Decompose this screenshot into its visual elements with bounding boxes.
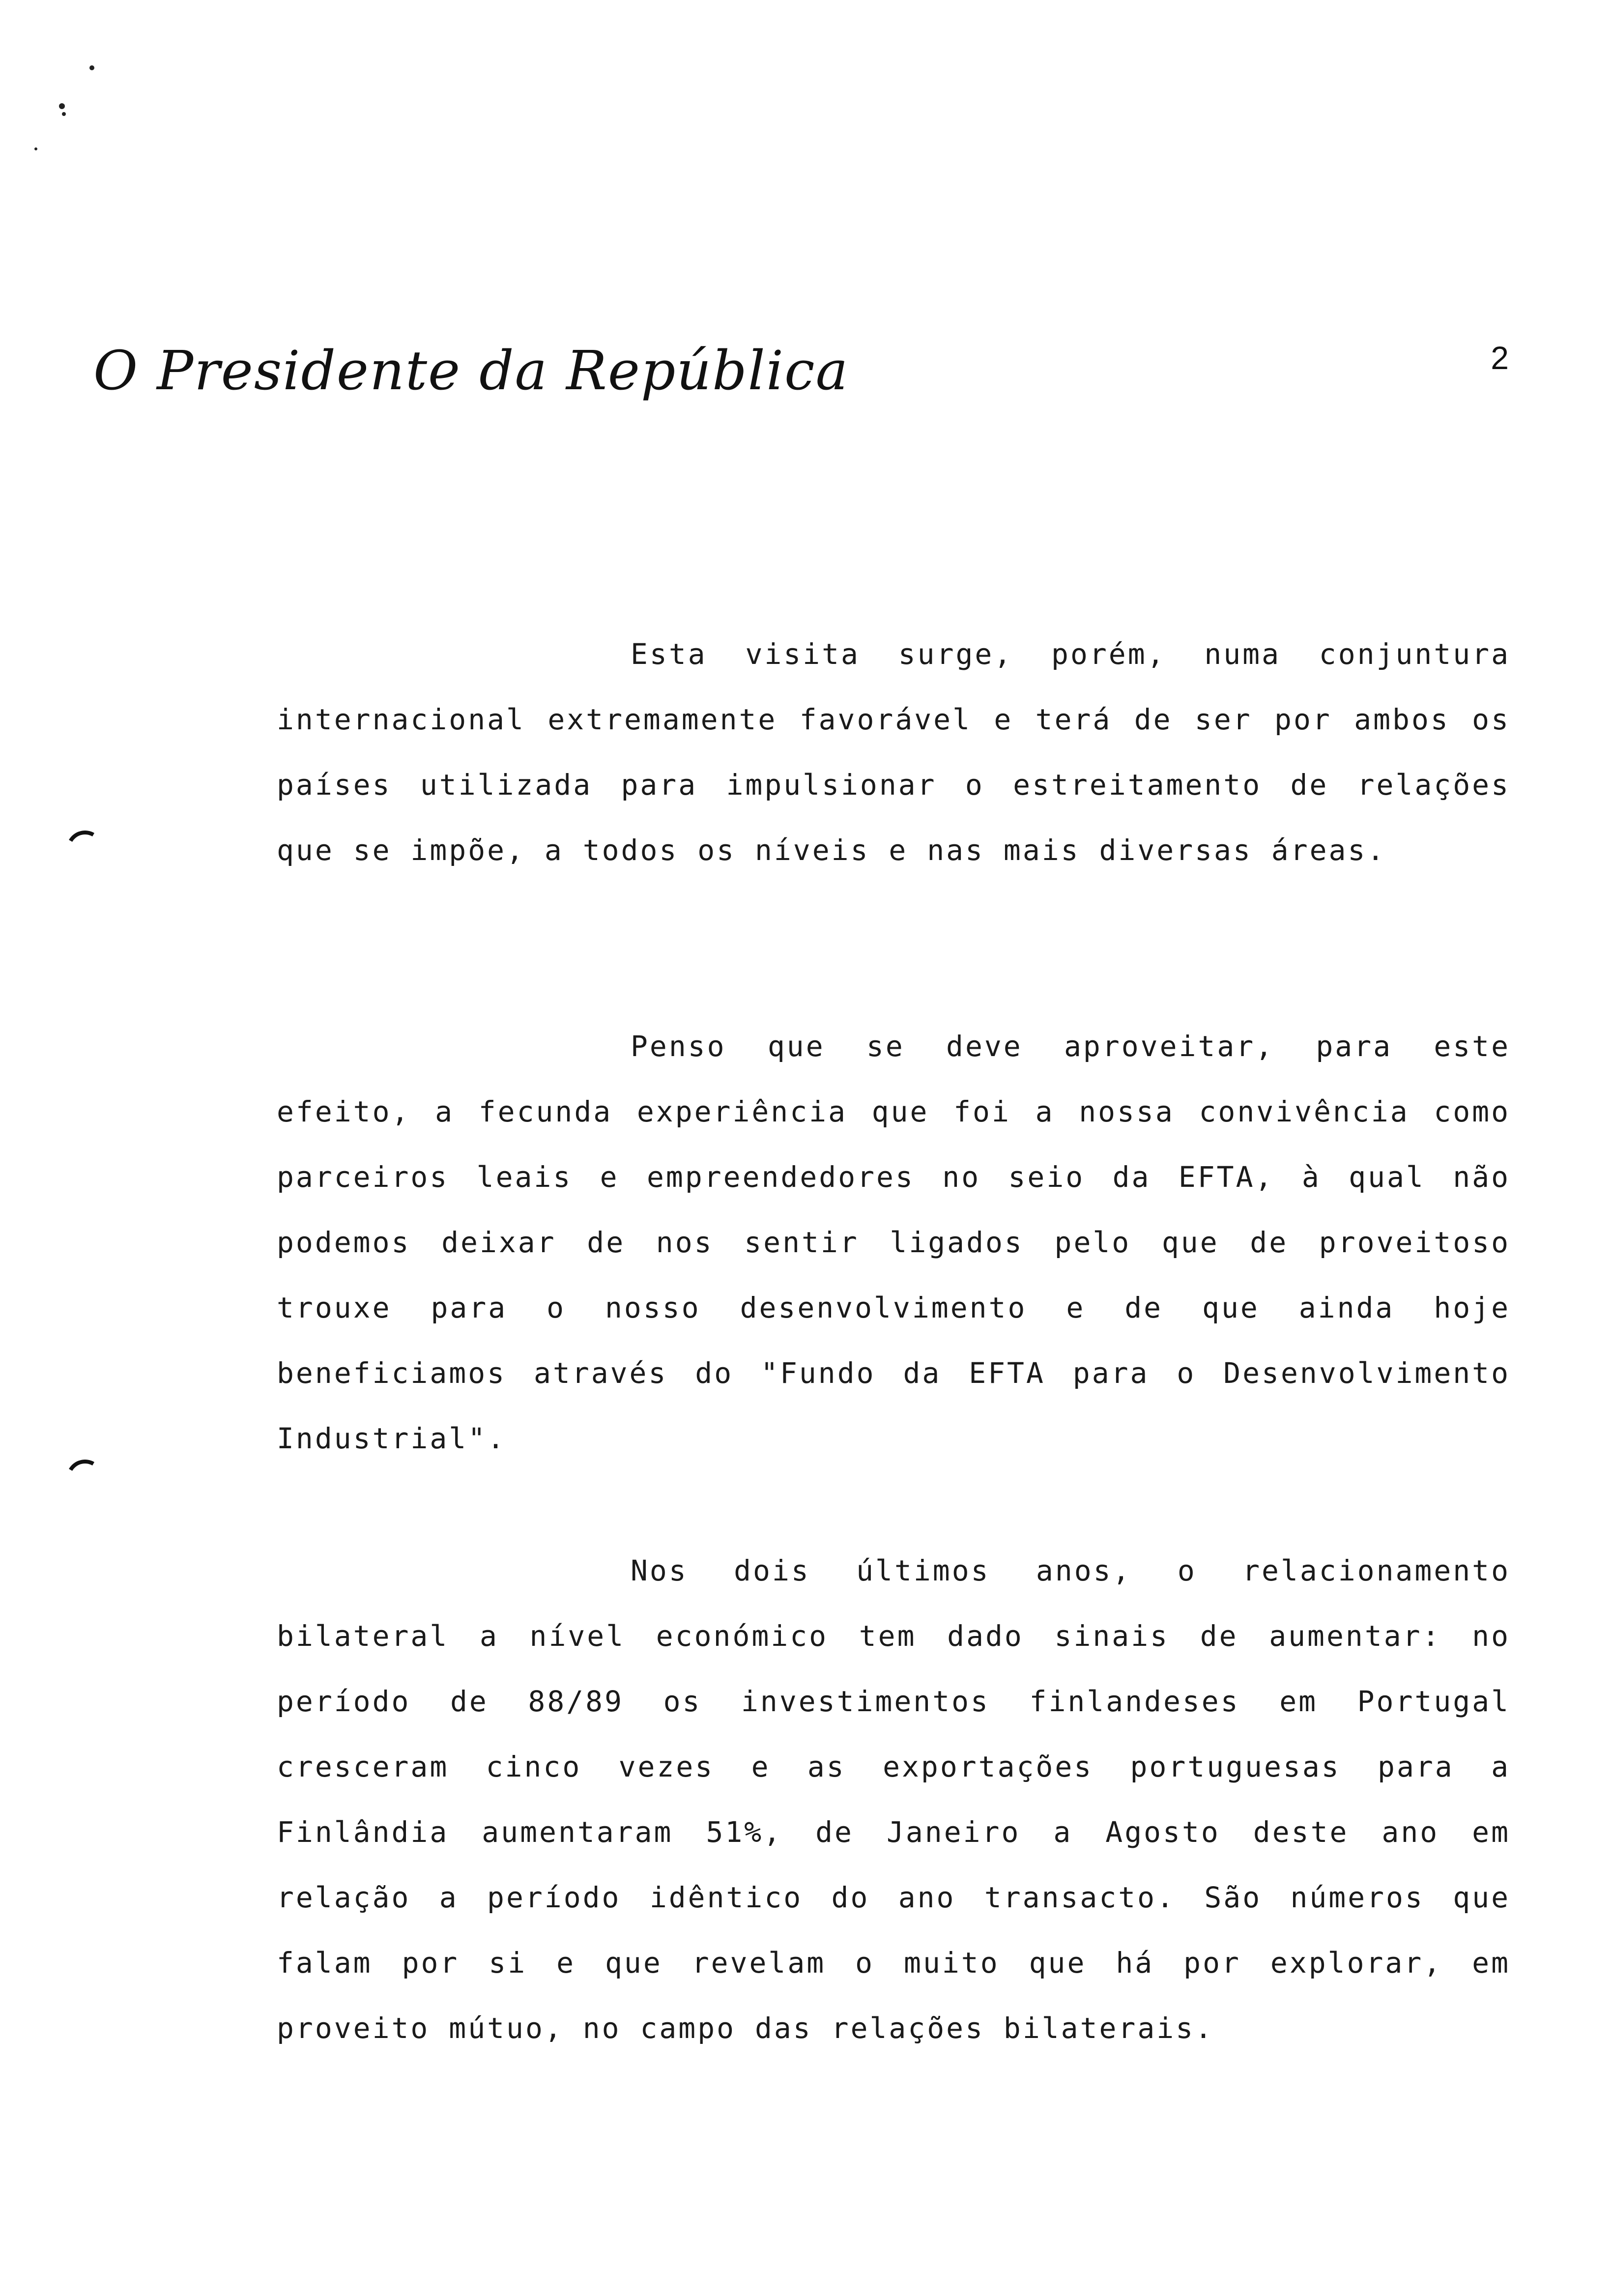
paragraph-3	[277, 1538, 1510, 2061]
scan-speck	[59, 103, 65, 109]
paragraph-text: Nos dois últimos anos, o relacionamento bilateral a nível económico tem dado sinais de aumentar: no período de 88/89 os investimentos finlandeses em Portugal cresceram cinco vezes e as exportações portuguesas para a Finlândia aumentaram 51%, de Janeiro a Agosto deste ano em relação a período idêntico do ano transacto. São números que falam por si e que revelam o muito que há por explorar, em proveito mútuo, no campo das relações bilaterais.	[277, 1554, 1510, 2045]
punch-hole-mark	[62, 826, 108, 872]
scan-speck	[89, 65, 94, 70]
paragraph-1	[277, 622, 1510, 883]
punch-hole-mark	[62, 1455, 108, 1501]
paragraph-text: Penso que se deve aproveitar, para este efeito, a fecunda experiência que foi a nossa convivência como parceiros leais e empreendedores no seio da EFTA, à qual não podemos deixar de nos sentir ligados pelo que de proveitoso trouxe para o nosso desenvolvimento e de que ainda hoje beneficiamos através do "Fundo da EFTA para o Desenvolvimento Industrial".	[277, 1030, 1510, 1455]
paragraph-2	[277, 1014, 1510, 1471]
letterhead: O Presidente da República	[93, 339, 849, 402]
scan-speck	[62, 112, 66, 116]
paragraph-text: Esta visita surge, porém, numa conjuntura internacional extremamente favorável e terá de ser por ambos os países utilizada para impulsionar o estreitamento de relações que se impõe, a todos os níveis e nas mais diversas áreas.	[277, 637, 1510, 867]
scan-speck	[34, 147, 37, 150]
page-number: 2	[1491, 340, 1509, 376]
